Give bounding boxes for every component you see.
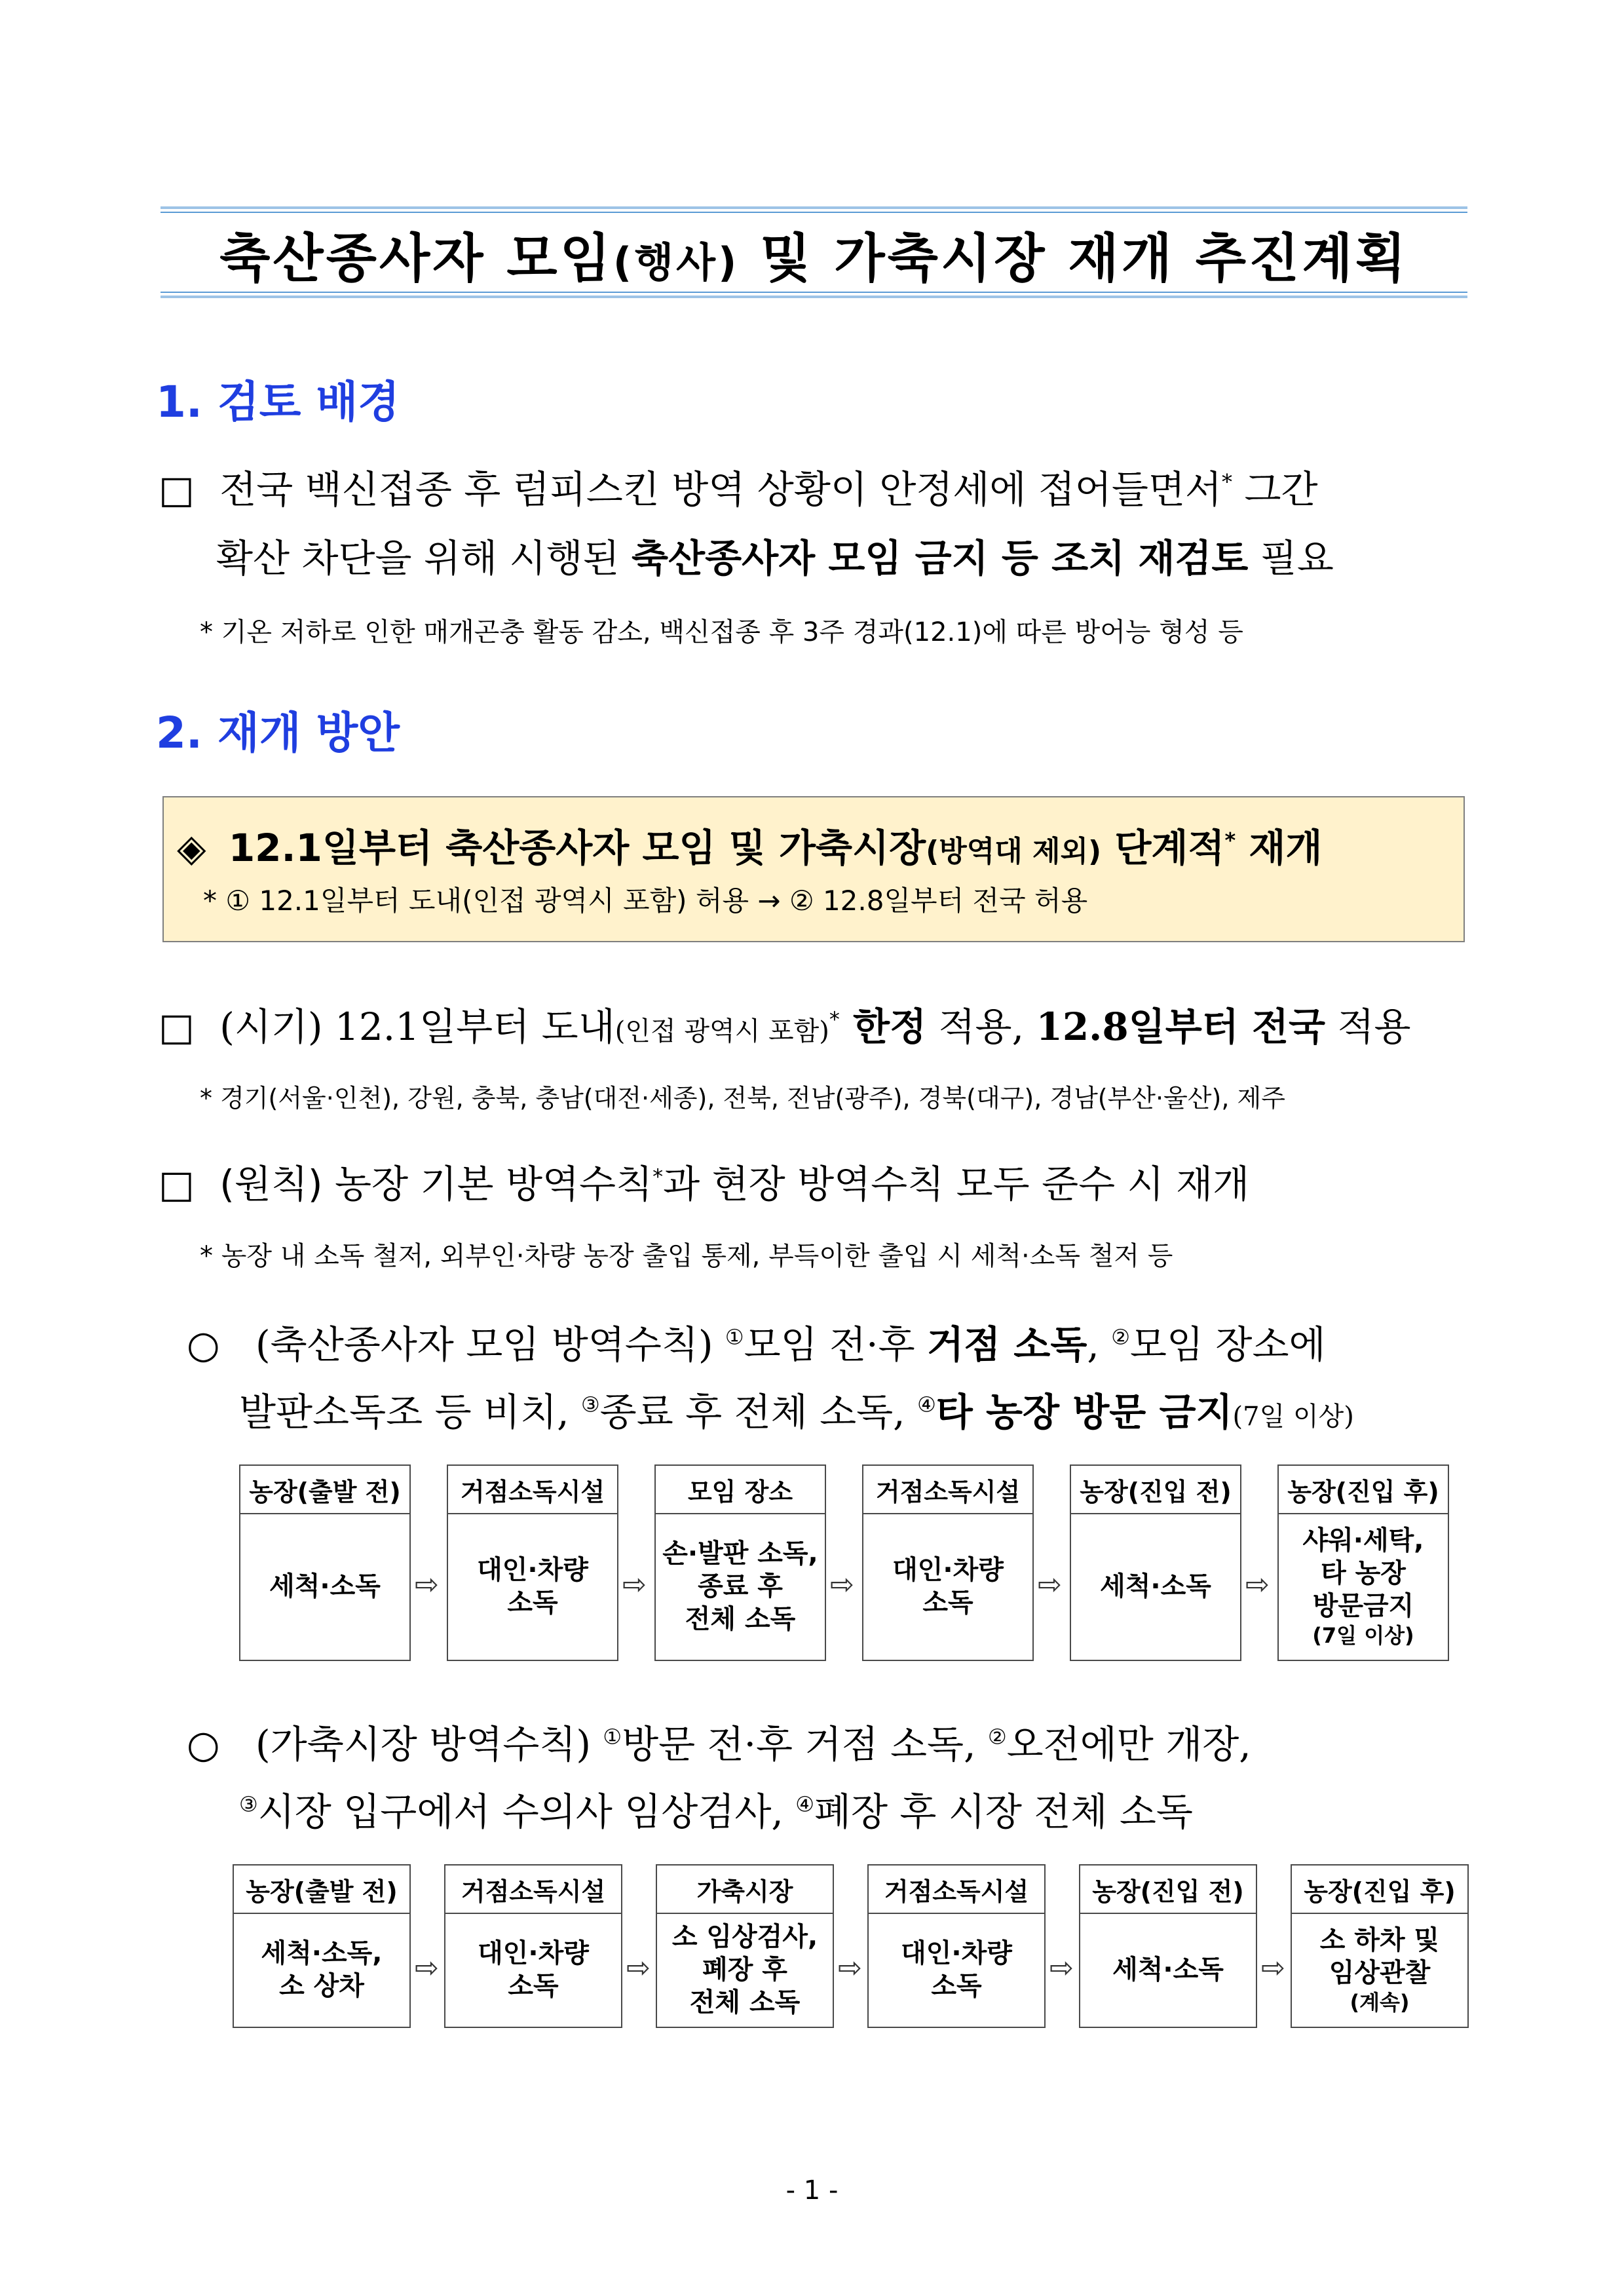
flow-step	[654, 1464, 826, 1661]
market-rules-line2: ③시장 입구에서 수의사 임상검사, ④폐장 후 시장 전체 소독	[239, 1789, 1193, 1834]
summary-box	[162, 796, 1465, 942]
principle-paragraph: □ (원칙) 농장 기본 방역수칙*과 현장 방역수칙 모두 준수 시 재개	[159, 1162, 1250, 1206]
gathering-rules-line2: 발판소독조 등 비치, ③종료 후 전체 소독, ④타 농장 방문 금지(7일 이상)	[239, 1390, 1354, 1434]
flow-step	[1070, 1464, 1241, 1661]
flow-arrow-icon: ⇨	[626, 1951, 651, 1985]
flow-step-body-text: 소 임상검사, 폐장 후 전체 소독	[671, 1922, 818, 2018]
flow-step-head: 모임 장소	[656, 1466, 825, 1514]
flow-step-head: 거점소독시설	[869, 1866, 1044, 1914]
circle-bullet: ○	[187, 1322, 220, 1367]
flow-step-head: 거점소독시설	[445, 1866, 621, 1914]
diamond-bullet-icon: ◈	[177, 826, 206, 870]
flow-step-body-text: 대인·차량 소독	[477, 1555, 588, 1618]
flow-step-body-text: 대인·차량 소독	[901, 1938, 1012, 2001]
checkbox-bullet: □	[159, 467, 195, 512]
flow-arrow-icon: ⇨	[1245, 1568, 1270, 1601]
page-number: - 1 -	[785, 2175, 839, 2206]
flow-step-body-text: 손·발판 소독, 종료 후 전체 소독	[662, 1539, 818, 1634]
flow-step-head: 농장(진입 전)	[1080, 1866, 1256, 1914]
flow-step-body	[869, 1913, 1044, 2027]
flow-step	[444, 1864, 622, 2028]
flow-step-body-text: 세척·소독	[1112, 1955, 1224, 1985]
flow-step-head: 농장(출발 전)	[234, 1866, 409, 1914]
flow-step	[656, 1864, 834, 2028]
flow-step-body-text: 대인·차량 소독	[892, 1555, 1004, 1618]
title-top-rule	[161, 206, 1467, 209]
summary-box-note: * ① 12.1일부터 도내(인접 광역시 포함) 허용 → ② 12.8일부터 전국 허용	[203, 885, 1088, 917]
page-title: 축산종사자 모임(행사) 및 가축시장 재개 추진계획	[219, 228, 1408, 289]
flow-step	[233, 1864, 411, 2028]
flow-step	[1277, 1464, 1449, 1661]
flow-arrow-icon: ⇨	[1049, 1951, 1074, 1985]
title-bottom-rule	[161, 296, 1467, 298]
flow-step-head: 농장(진입 후)	[1279, 1466, 1448, 1514]
flow-step-body-text: 세척·소독	[1100, 1571, 1211, 1601]
flow-step	[1291, 1864, 1469, 2028]
flow-step	[239, 1464, 411, 1661]
timing-footnote: * 경기(서울·인천), 강원, 충북, 충남(대전·세종), 전북, 전남(광주), 경북(대구), 경남(부산·울산), 제주	[200, 1084, 1285, 1113]
flow-step	[862, 1464, 1034, 1661]
section1-paragraph-line1: □ 전국 백신접종 후 럼피스킨 방역 상황이 안정세에 접어들면서* 그간	[159, 467, 1318, 512]
flow-step	[1079, 1864, 1257, 2028]
flow-step-body	[1080, 1913, 1256, 2027]
market-rules-line1: ○ (가축시장 방역수칙) ①방문 전·후 거점 소독, ②오전에만 개장,	[187, 1722, 1251, 1767]
flow-step-body	[657, 1913, 833, 2027]
section1-footnote: * 기온 저하로 인한 매개곤충 활동 감소, 백신접종 후 3주 경과(12.1)에 따른 방어능 형성 등	[200, 617, 1243, 647]
flow-step-sub: (계속)	[1350, 1990, 1410, 2015]
timing-paragraph: □ (시기) 12.1일부터 도내(인접 광역시 포함)* 한정 적용, 12.8일부터 전국 적용	[159, 1004, 1411, 1049]
flow-step-head: 거점소독시설	[448, 1466, 617, 1514]
flow-step-body	[445, 1913, 621, 2027]
summary-box-line1: ◈ 12.1일부터 축산종사자 모임 및 가축시장(방역대 제외) 단계적* 재개	[177, 826, 1323, 870]
section2-heading: 2. 재개 방안	[156, 708, 400, 758]
flow-arrow-icon: ⇨	[415, 1568, 439, 1601]
flow-step-body-text: 세척·소독	[269, 1571, 381, 1601]
flow-arrow-icon: ⇨	[830, 1568, 854, 1601]
flow-step-body-text: 대인·차량 소독	[478, 1938, 589, 2001]
flow-step-head: 가축시장	[657, 1866, 833, 1914]
flow-step-body-text: 소 하차 및 임상관찰 (계속)	[1319, 1925, 1440, 2015]
flow-arrow-icon: ⇨	[415, 1951, 439, 1985]
flow-arrow-icon: ⇨	[1261, 1951, 1285, 1985]
gathering-rules-line1: ○ (축산종사자 모임 방역수칙) ①모임 전·후 거점 소독, ②모임 장소에	[187, 1322, 1326, 1367]
flow-step-body	[1279, 1513, 1448, 1660]
flow-step-head: 농장(진입 후)	[1292, 1866, 1467, 1914]
flow-step-body	[1071, 1513, 1240, 1660]
title-top-rule-inner	[161, 212, 1467, 213]
flow-arrow-icon: ⇨	[838, 1951, 862, 1985]
flow-step-body	[863, 1513, 1032, 1660]
flow-arrow-icon: ⇨	[622, 1568, 647, 1601]
flow-step	[447, 1464, 618, 1661]
flow-step-body	[240, 1513, 409, 1660]
flow-step-body-text: 세척·소독, 소 상차	[261, 1938, 383, 2001]
flow-step-body	[656, 1513, 825, 1660]
section1-paragraph-line2: 확산 차단을 위해 시행된 축산종사자 모임 금지 등 조치 재검토 필요	[216, 536, 1334, 581]
principle-footnote: * 농장 내 소독 철저, 외부인·차량 농장 출입 통제, 부득이한 출입 시 세척·소독 철저 등	[200, 1241, 1173, 1271]
flow-step-head: 거점소독시설	[863, 1466, 1032, 1514]
checkbox-bullet: □	[159, 1004, 195, 1049]
flow-arrow-icon: ⇨	[1038, 1568, 1062, 1601]
checkbox-bullet: □	[159, 1162, 195, 1206]
title-bottom-rule-inner	[161, 292, 1467, 293]
flow-step-sub: (7일 이상)	[1312, 1623, 1414, 1648]
section1-heading: 1. 검토 배경	[156, 377, 400, 427]
flow-step	[867, 1864, 1046, 2028]
flow-step-body	[234, 1913, 409, 2027]
flow-step-body-text: 샤워·세탁, 타 농장 방문금지 (7일 이상)	[1302, 1525, 1424, 1648]
flow-step-body	[448, 1513, 617, 1660]
circle-bullet: ○	[187, 1722, 220, 1767]
flow-step-body	[1292, 1913, 1467, 2027]
flow-step-head: 농장(출발 전)	[240, 1466, 409, 1514]
flow-step-head: 농장(진입 전)	[1071, 1466, 1240, 1514]
